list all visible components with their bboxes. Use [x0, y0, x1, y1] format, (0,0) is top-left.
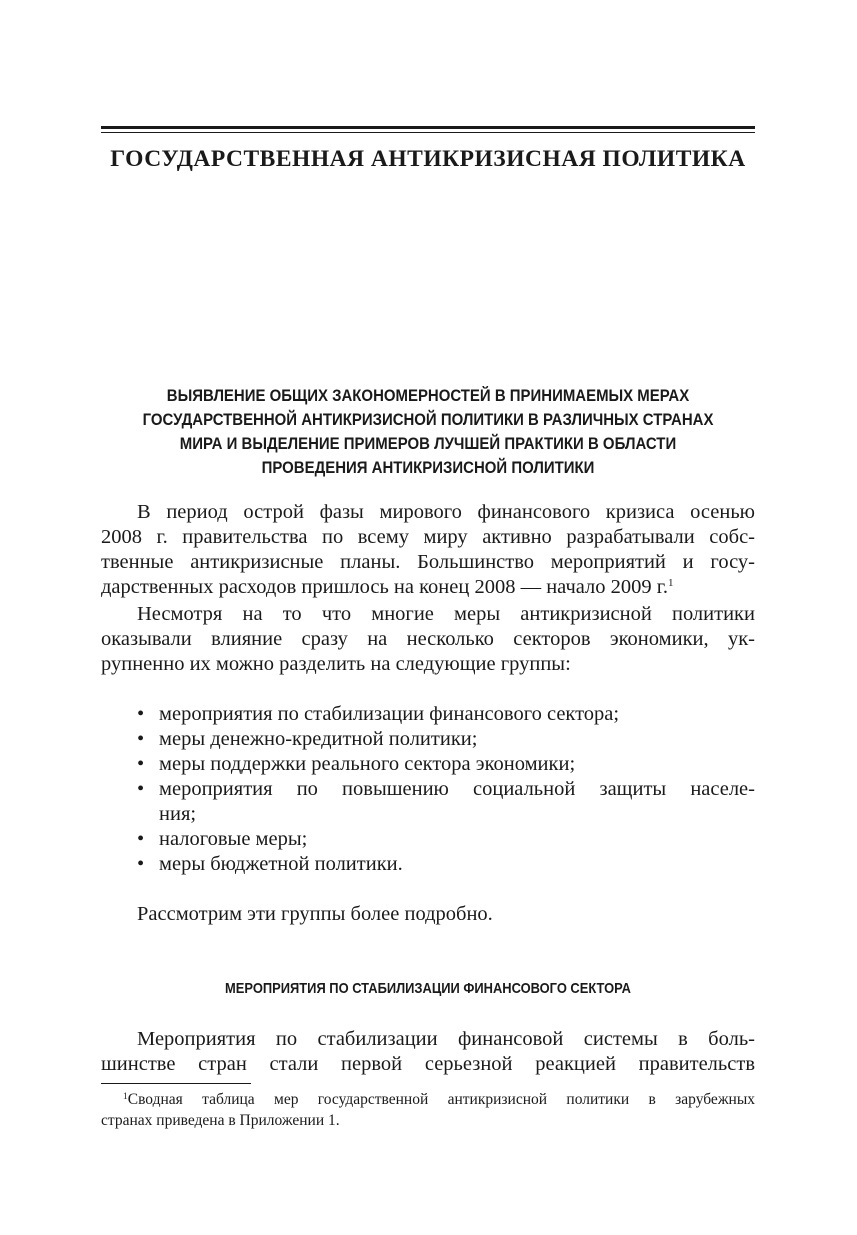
list-item-text: меры денежно-кредитной политики; [159, 728, 478, 750]
paragraph-line: Мероприятия по стабилизации финансовой системы в боль- [137, 1028, 755, 1050]
list-item [101, 752, 755, 777]
paragraph-3 [101, 902, 755, 927]
list-item-text: ния; [159, 803, 197, 825]
bullet-icon: • [137, 703, 145, 725]
groups-list [101, 702, 755, 877]
footnote-line: странах приведена в Приложении 1. [101, 1112, 340, 1129]
footnote-divider [101, 1083, 251, 1084]
footnote [101, 1089, 755, 1131]
list-item [101, 702, 755, 727]
paragraph-1 [101, 500, 755, 600]
section-title [140, 384, 716, 480]
section-title-line: ВЫЯВЛЕНИЕ ОБЩИХ ЗАКОНОМЕРНОСТЕЙ В ПРИНИМАЕМЫХ МЕРАХ [166, 386, 690, 405]
paragraph-line: Несмотря на то что многие меры антикризисной политики [137, 603, 755, 625]
section-title-line: МИРА И ВЫДЕЛЕНИЕ ПРИМЕРОВ ЛУЧШЕЙ ПРАКТИКИ В ОБЛАСТИ [179, 434, 677, 453]
paragraph-line: шинстве стран стали первой серьезной реакцией правительств [101, 1053, 755, 1075]
header-rule-thick [101, 126, 755, 129]
paragraph-line: оказывали влияние сразу на несколько секторов экономики, ук- [101, 628, 755, 650]
paragraph-line: твенные антикризисные планы. Большинство мероприятий и госу- [101, 551, 755, 573]
paragraph-2 [101, 602, 755, 677]
footnote-line-text: Сводная таблица мер государственной антикризисной политики в зарубежных [127, 1091, 755, 1108]
paragraph-line-last [101, 575, 755, 600]
section-title-line: ГОСУДАРСТВЕННОЙ АНТИКРИЗИСНОЙ ПОЛИТИКИ В РАЗЛИЧНЫХ СТРАНАХ [142, 410, 714, 429]
chapter-title: ГОСУДАРСТВЕННАЯ АНТИКРИЗИСНАЯ ПОЛИТИКА [110, 146, 746, 172]
paragraph-line: рупненно их можно разделить на следующие группы: [101, 653, 571, 675]
list-item [101, 777, 755, 827]
footnote-line [101, 1089, 755, 1110]
list-item-text: налоговые меры; [159, 828, 308, 850]
footnote-reference[interactable]: 1 [667, 577, 674, 589]
paragraph-4 [101, 1027, 755, 1077]
subsection-title: МЕРОПРИЯТИЯ ПО СТАБИЛИЗАЦИИ ФИНАНСОВОГО СЕКТОРА [225, 980, 631, 997]
list-item [101, 827, 755, 852]
list-item-text: меры бюджетной политики. [159, 853, 403, 875]
list-item [101, 727, 755, 752]
section-title-line: ПРОВЕДЕНИЯ АНТИКРИЗИСНОЙ ПОЛИТИКИ [261, 458, 595, 477]
list-item-text: меры поддержки реального сектора экономики; [159, 753, 576, 775]
bullet-icon: • [137, 728, 145, 750]
footnote-marker: 1 [123, 1092, 128, 1102]
paragraph-line: 2008 г. правительства по всему миру активно разрабатывали собс- [101, 526, 755, 548]
paragraph-line: Рассмотрим эти группы более подробно. [137, 903, 493, 925]
list-item-text: мероприятия по стабилизации финансового сектора; [159, 703, 620, 725]
bullet-icon: • [137, 753, 145, 775]
paragraph-line-text: дарственных расходов пришлось на конец 2008 — начало 2009 г. [101, 576, 668, 598]
paragraph-line: В период острой фазы мирового финансового кризиса осенью [137, 501, 755, 523]
header-rule-thin [101, 132, 755, 133]
bullet-icon: • [137, 778, 145, 800]
list-item [101, 852, 755, 877]
bullet-icon: • [137, 828, 145, 850]
bullet-icon: • [137, 853, 145, 875]
list-item-text: мероприятия по повышению социальной защиты населе- [159, 778, 755, 800]
